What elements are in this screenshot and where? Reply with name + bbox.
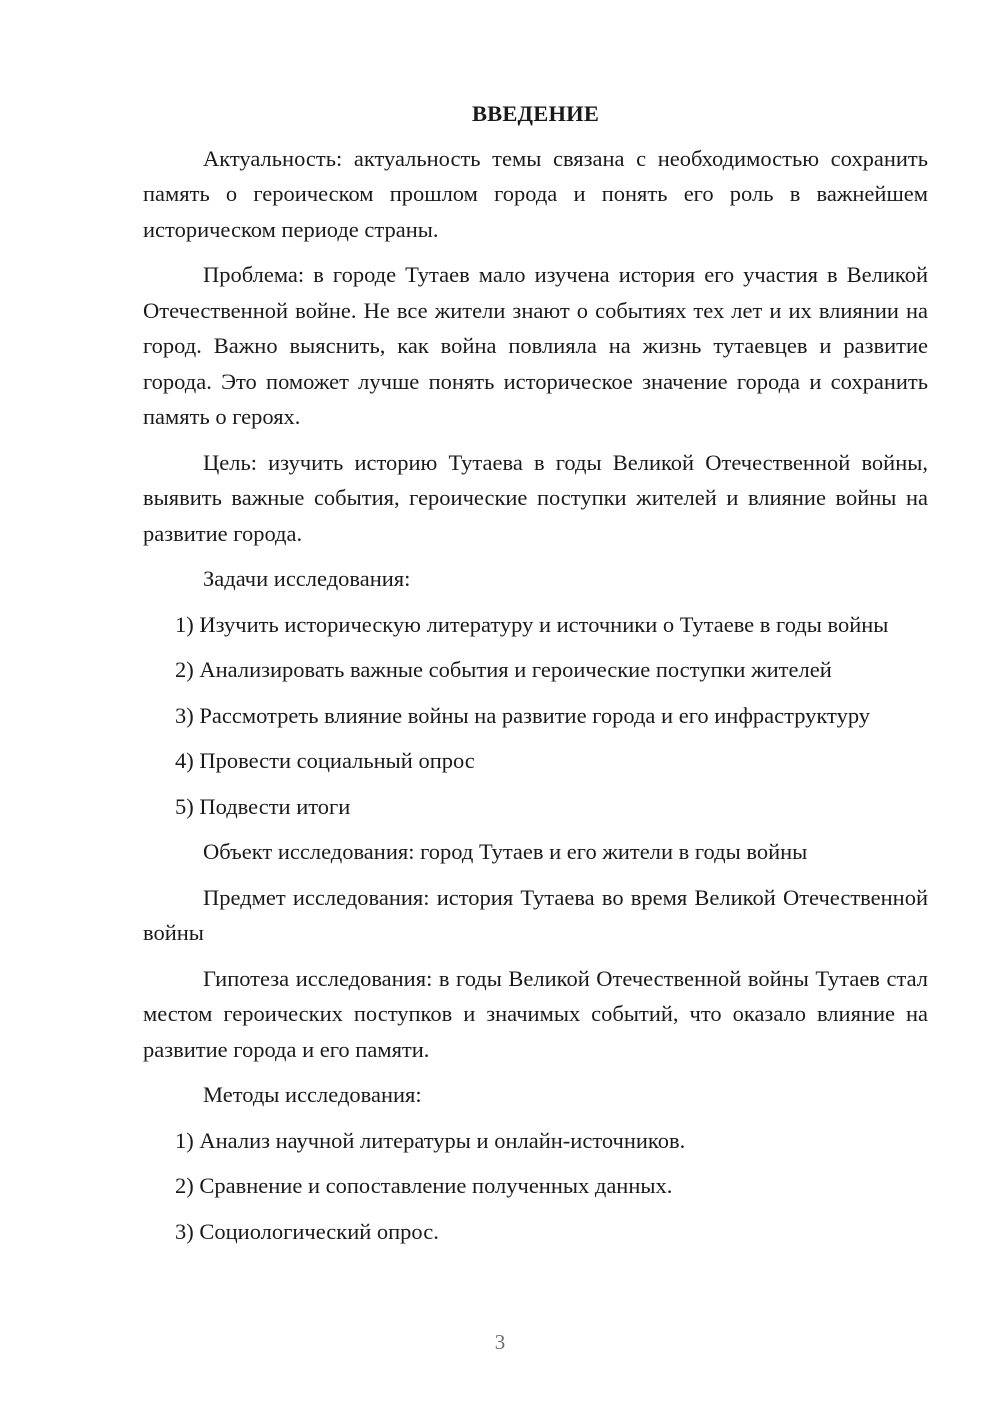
page-title: ВВЕДЕНИЕ <box>471 101 600 126</box>
task-item-2: 2) Анализировать важные события и героические поступки жителей <box>175 657 832 682</box>
page-content <box>143 96 928 1259</box>
task-item-4: 4) Провести социальный опрос <box>175 748 475 773</box>
subject-paragraph: Предмет исследования: история Тутаева во время Великой Отечественной войны <box>143 884 928 945</box>
method-item-2: 2) Сравнение и сопоставление полученных данных. <box>175 1173 673 1198</box>
page-number: 3 <box>494 1330 506 1354</box>
task-item-3: 3) Рассмотреть влияние войны на развитие города и его инфраструктуру <box>175 702 871 728</box>
method-item-3: 3) Социологический опрос. <box>175 1218 439 1244</box>
tasks-heading: Задачи исследования: <box>203 566 411 591</box>
problem-paragraph: Проблема: в городе Тутаев мало изучена история его участия в Великой Отечественной войне. Не все жители знают о событиях тех лет и их влиянии на город. Важно выяснить, как война повлияла на жизнь тутаевцев и развитие города. Это поможет лучше понять историческое значение города и сохранить память о героях. <box>143 262 928 429</box>
relevance-paragraph: Актуальность: актуальность темы связана с необходимостью сохранить память о героическом прошлом города и понять его роль в важнейшем историческом периоде страны. <box>143 145 928 242</box>
goal-paragraph: Цель: изучить историю Тутаева в годы Великой Отечественной войны, выявить важные события, героические поступки жителей и влияние войны на развитие города. <box>143 449 928 546</box>
object-paragraph: Объект исследования: город Тутаев и его жители в годы войны <box>203 839 808 864</box>
task-item-5: 5) Подвести итоги <box>175 793 351 819</box>
methods-heading: Методы исследования: <box>203 1082 422 1107</box>
hypothesis-paragraph: Гипотеза исследования: в годы Великой Отечественной войны Тутаев стал местом героических поступков и значимых событий, что оказало влияние на развитие города и его памяти. <box>143 965 928 1062</box>
task-item-1: 1) Изучить историческую литературу и источники о Тутаеве в годы войны <box>175 611 889 637</box>
method-item-1: 1) Анализ научной литературы и онлайн-источников. <box>175 1127 686 1153</box>
